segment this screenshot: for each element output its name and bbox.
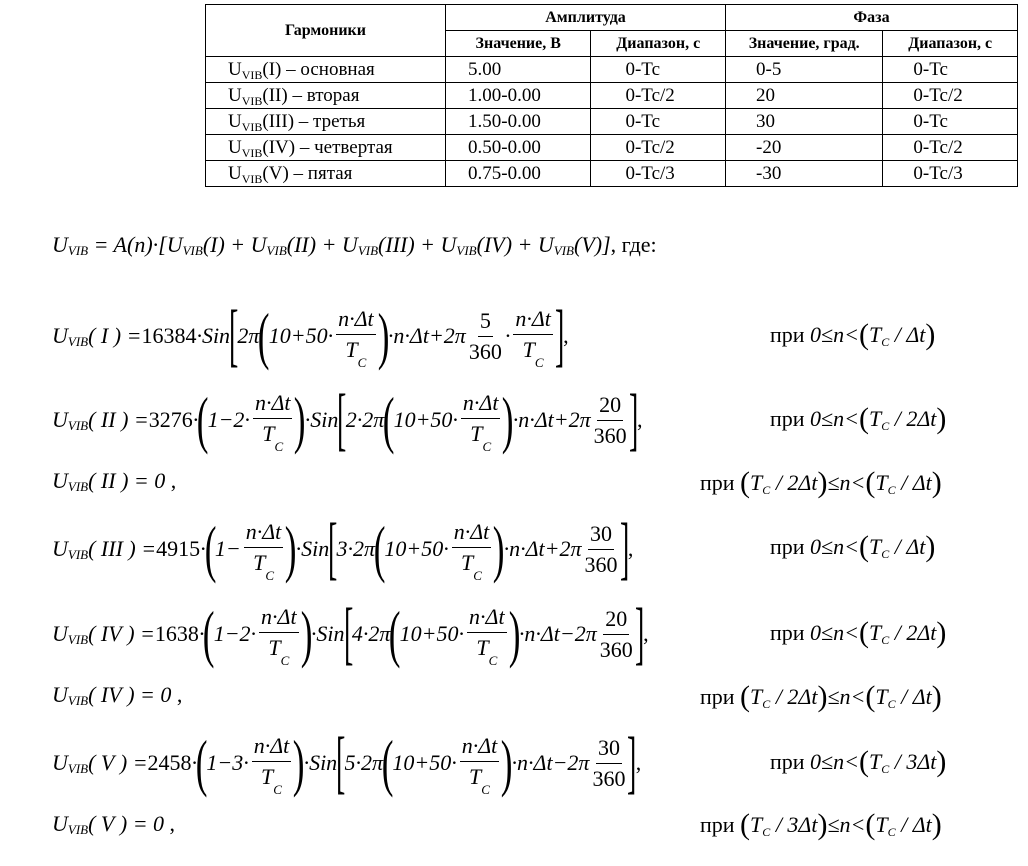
- formula-harmonic-3: U VIB ( III ) = 4915 · ( 1− $\frac{n\cdot\Delta t}{T_C}$ ) ·Sin [ 3·2π ( 10+50· $\frac{n\cdot\Delta t}{T_C}$ ) ·n·Δt+2π $\frac{30}{360}$ ] ,: [52, 510, 634, 587]
- row-phase-range: 0-Tc/3: [883, 161, 1018, 187]
- row-amp: 1.50-0.00: [446, 109, 591, 135]
- f4-coef: 1638: [154, 621, 199, 646]
- row-amp-range: 0-Tc/2: [591, 135, 726, 161]
- pri-label: при: [770, 322, 805, 347]
- formula-harmonic-4: U VIB ( IV ) = 1638 · ( 1−2· $\frac{n\cdot\Delta t}{T_C}$ ) ·Sin [ 4·2π ( 10+50· $\frac{n\cdot\Delta t}{T_C}$ ) ·n·Δt−2π $\frac{20}{360}$ ] ,: [52, 595, 649, 672]
- formula-main: U VIB = A(n)·[U VIB (I) + U VIB (II) + U VIB (III) + U VIB (IV) + U VIB (V)] , где:: [52, 232, 657, 258]
- row-phase-range: 0-Tc: [883, 109, 1018, 135]
- header-phase-value: Значение, град.: [726, 31, 883, 57]
- condition-4-zero: при ( $T_C / 2\Delta t$ ) ≤n< ( $T_C$ / Δt ): [700, 680, 942, 713]
- header-harmonics: Гармоники: [206, 5, 446, 57]
- f2-deg: 360: [593, 422, 627, 448]
- row-phase: -30: [726, 161, 883, 187]
- f3-phase-num: 30: [588, 521, 614, 550]
- f4-deg: 360: [599, 636, 633, 662]
- condition-2-zero: при ( $T_C / 2\Delta t$ ) ≤n< ( $T_C$ / Δt ): [700, 466, 942, 499]
- table-row: $U_{VIB}(II)$ – вторая 1.00-0.00 0-Tc/2 20 0-Tc/2: [206, 83, 1018, 109]
- header-phase-range: Диапазон, с: [883, 31, 1018, 57]
- row-phase: 0-5: [726, 57, 883, 83]
- row-phase-range: 0-Tc/2: [883, 135, 1018, 161]
- condition-2: при 0≤n< ( $T_C / 2\Delta t$ ): [770, 402, 947, 435]
- f2-coef: 3276: [148, 407, 193, 432]
- table-row: $U_{VIB}(I)$ – основная 5.00 0-Tc 0-5 0-Tc: [206, 57, 1018, 83]
- header-phase: Фаза: [726, 5, 1018, 31]
- condition-1: при 0≤n< ( $T_C$ / Δt ): [770, 318, 936, 351]
- formula-harmonic-5-zero: U VIB ( V ) = 0 ,: [52, 811, 176, 837]
- f1-phase-num: 5: [478, 308, 493, 337]
- table-row: $U_{VIB}(III)$ – третья 1.50-0.00 0-Tc 30 0-Tc: [206, 109, 1018, 135]
- f1-deg: 360: [468, 338, 502, 364]
- formula-harmonic-1: U VIB ( I ) = 16384 ·Sin [ 2π ( 10+50· $\frac{n\cdot\Delta t}{T_C}$ ) ·n·Δt+2π $\frac{5}{360}$ · $\frac{n\cdot\Delta t}{T_C}$ ] ,: [52, 297, 569, 374]
- row-amp: 0.75-0.00: [446, 161, 591, 187]
- condition-5: при 0≤n< ( $T_C / 3\Delta t$ ): [770, 745, 947, 778]
- condition-4: при 0≤n< ( $T_C / 2\Delta t$ ): [770, 616, 947, 649]
- row-amp: 0.50-0.00: [446, 135, 591, 161]
- f3-coef: 4915: [156, 536, 201, 561]
- harmonics-table: [205, 4, 1018, 187]
- formula-harmonic-4-zero: U VIB ( IV ) = 0 ,: [52, 682, 183, 708]
- f5-coef: 2458: [147, 750, 192, 775]
- row-phase: 20: [726, 83, 883, 109]
- row-amp-range: 0-Tc/3: [591, 161, 726, 187]
- pri-label: при: [700, 684, 735, 709]
- pri-label: при: [700, 470, 735, 495]
- f3-deg: 360: [584, 551, 618, 577]
- f5-deg: 360: [592, 765, 626, 791]
- row-amp: 1.00-0.00: [446, 83, 591, 109]
- pri-label: при: [770, 406, 805, 431]
- row-name: (I) – основная: [262, 58, 375, 80]
- pri-label: при: [770, 749, 805, 774]
- row-phase-range: 0-Tc: [883, 57, 1018, 83]
- row-phase: 30: [726, 109, 883, 135]
- row-amp-range: 0-Tc: [591, 109, 726, 135]
- pri-label: при: [770, 620, 805, 645]
- formula-harmonic-2: U VIB ( II ) = 3276 · ( 1−2· $\frac{n\cdot\Delta t}{T_C}$ ) ·Sin [ 2·2π ( 10+50· $\frac{n\cdot\Delta t}{T_C}$ ) ·n·Δt+2π $\frac{20}{360}$ ] ,: [52, 381, 643, 458]
- formula-harmonic-2-zero: U VIB ( II ) = 0 ,: [52, 468, 177, 494]
- header-amp-value: Значение, В: [446, 31, 591, 57]
- f5-phase-num: 30: [596, 735, 622, 764]
- pri-label: при: [770, 534, 805, 559]
- header-amplitude: Амплитуда: [446, 5, 726, 31]
- row-amp: 5.00: [446, 57, 591, 83]
- condition-5-zero: при ( $T_C / 3\Delta t$ ) ≤n< ( $T_C$ / Δt ): [700, 808, 942, 841]
- f2-phase-num: 20: [597, 392, 623, 421]
- header-amp-range: Диапазон, с: [591, 31, 726, 57]
- row-name: (V) – пятая: [262, 162, 353, 184]
- row-name: (II) – вторая: [262, 84, 360, 106]
- formula-harmonic-5: U VIB ( V ) = 2458 · ( 1−3· $\frac{n\cdot\Delta t}{T_C}$ ) ·Sin [ 5·2π ( 10+50· $\frac{n\cdot\Delta t}{T_C}$ ) ·n·Δt−2π $\frac{30}{360}$ ] ,: [52, 724, 642, 801]
- row-name: (III) – третья: [262, 110, 366, 132]
- f4-phase-num: 20: [603, 606, 629, 635]
- condition-3: при 0≤n< ( $T_C$ / Δt ): [770, 530, 936, 563]
- f1-coef: 16384: [141, 323, 197, 348]
- row-phase-range: 0-Tc/2: [883, 83, 1018, 109]
- table-row: $U_{VIB}(IV)$ – четвертая 0.50-0.00 0-Tc/2 -20 0-Tc/2: [206, 135, 1018, 161]
- row-amp-range: 0-Tc/2: [591, 83, 726, 109]
- row-amp-range: 0-Tc: [591, 57, 726, 83]
- formula-main-tail: , где:: [610, 232, 657, 257]
- table-row: $U_{VIB}(V)$ – пятая 0.75-0.00 0-Tc/3 -30 0-Tc/3: [206, 161, 1018, 187]
- row-phase: -20: [726, 135, 883, 161]
- row-name: (IV) – четвертая: [262, 136, 393, 158]
- pri-label: при: [700, 812, 735, 837]
